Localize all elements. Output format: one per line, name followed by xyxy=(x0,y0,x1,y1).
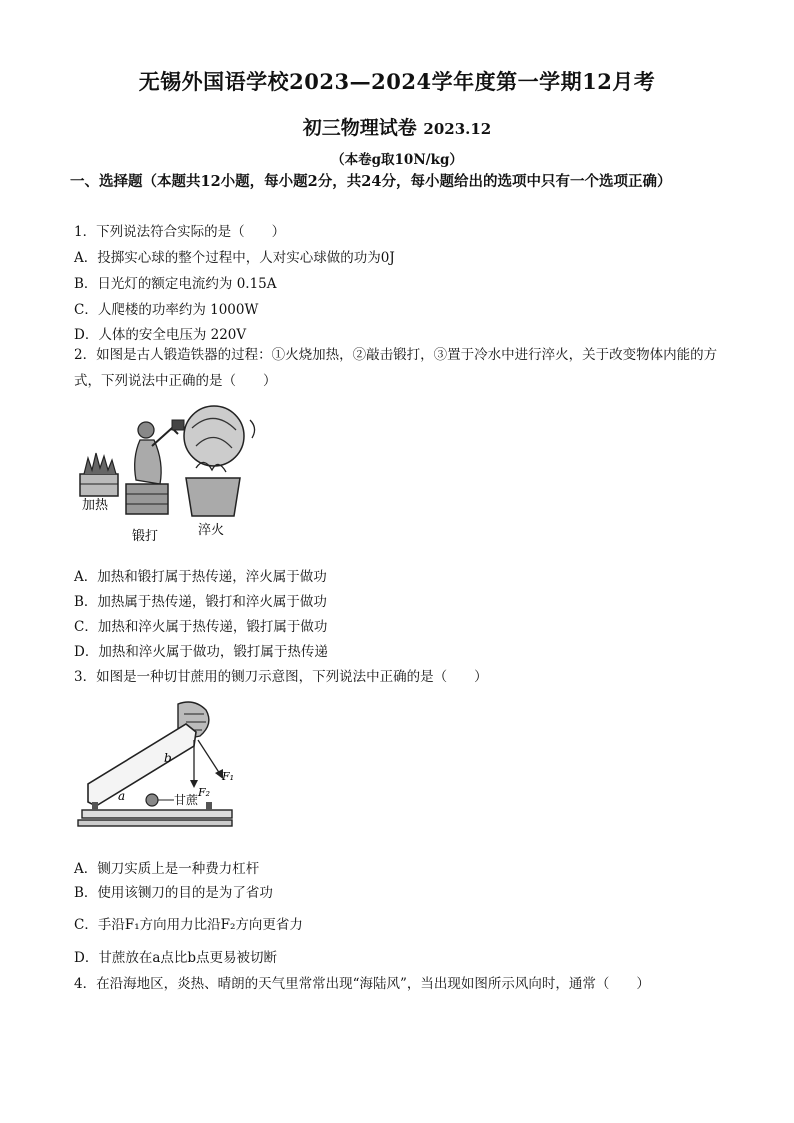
label-point-b: b xyxy=(164,751,172,765)
furnace-drawing xyxy=(80,453,118,496)
section-heading: 一、选择题（本题共12小题，每小题2分，共24分，每小题给出的选项中只有一个选项正确） xyxy=(70,173,672,190)
label-quenching: 淬火 xyxy=(198,523,225,538)
question-2-option-b: B．加热属于热传递，锻打和淬火属于做功 xyxy=(74,594,327,610)
subject-label: 初三物理试卷 xyxy=(302,117,417,139)
exam-title: 无锡外国语学校2023—2024学年度第一学期12月考 xyxy=(138,69,656,94)
label-forging: 锻打 xyxy=(132,529,159,544)
question-1-option-b: B．日光灯的额定电流约为 0.15A xyxy=(74,276,277,292)
quench-drawing xyxy=(184,406,255,516)
blacksmith-drawing xyxy=(126,420,184,514)
sugarcane-cutter-figure xyxy=(74,696,234,836)
label-heating: 加热 xyxy=(82,498,109,513)
question-3-option-b: B．使用该铡刀的目的是为了省功 xyxy=(74,885,273,901)
label-f2: F₂ xyxy=(198,786,211,799)
label-point-a: a xyxy=(118,789,126,803)
question-2-stem: 2．如图是古人锻造铁器的过程：①火烧加热，②敲击锻打，③置于冷水中进行淬火，关于改变物体内能的方式，下列说法中正确的是（ ） xyxy=(74,347,718,389)
question-4-stem: 4．在沿海地区，炎热、晴朗的天气里常常出现“海陆风”，当出现如图所示风向时，通常（ ） xyxy=(74,976,650,992)
question-1-option-a: A．投掷实心球的整个过程中，人对实心球做的功为0J xyxy=(74,250,395,266)
question-3-option-a: A．铡刀实质上是一种费力杠杆 xyxy=(74,861,260,877)
sugarcane-drawing xyxy=(146,794,158,806)
label-f1: F₁ xyxy=(222,770,234,783)
gravity-note: （本卷g取10N/kg） xyxy=(331,152,463,168)
exam-date: 2023.12 xyxy=(423,120,492,138)
force-f1-arrow xyxy=(198,740,220,774)
question-1-option-c: C．人爬楼的功率约为 1000W xyxy=(74,302,259,318)
label-sugarcane: 甘蔗 xyxy=(174,793,199,807)
question-1-stem: 1．下列说法符合实际的是（ ） xyxy=(74,224,286,240)
question-2-option-d: D．加热和淬火属于做功，锻打属于热传递 xyxy=(74,644,328,660)
forging-figure xyxy=(74,398,264,548)
exam-subtitle xyxy=(0,113,794,140)
question-3-option-c: C．手沿F₁方向用力比沿F₂方向更省力 xyxy=(74,917,303,933)
question-3-option-d: D．甘蔗放在a点比b点更易被切断 xyxy=(74,950,278,966)
question-3-stem: 3．如图是一种切甘蔗用的铡刀示意图，下列说法中正确的是（ ） xyxy=(74,669,488,685)
question-2-option-a: A．加热和锻打属于热传递，淬火属于做功 xyxy=(74,569,327,585)
question-1-option-d: D．人体的安全电压为 220V xyxy=(74,327,247,343)
question-2-option-c: C．加热和淬火属于热传递，锻打属于做功 xyxy=(74,619,328,635)
